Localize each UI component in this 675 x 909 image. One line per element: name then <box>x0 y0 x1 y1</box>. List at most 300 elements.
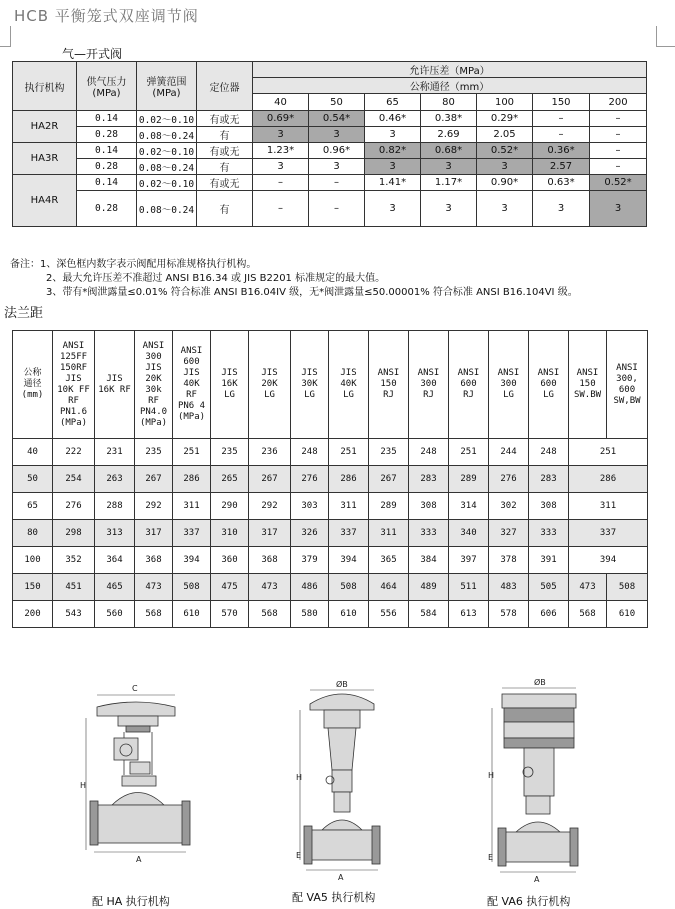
header-line: 600 <box>540 379 557 389</box>
pressure-row <box>13 111 647 127</box>
pressure-row <box>13 191 647 227</box>
flange-value-cell: 311 <box>569 493 648 520</box>
flange-header-cell <box>173 331 211 439</box>
header-line: LG <box>343 390 354 400</box>
hdr-supply: 供气压力 (MPa) <box>77 62 137 111</box>
spring-cell: 0.02～0.10 <box>137 175 197 191</box>
flange-value-cell: 288 <box>95 493 135 520</box>
header-line: 10K FF <box>57 384 90 395</box>
flange-value-cell: 394 <box>329 547 369 574</box>
flange-value-cell: 313 <box>95 520 135 547</box>
dp-value-cell: – <box>309 175 365 191</box>
header-line: 通径 <box>23 379 42 389</box>
spring-cell: 0.08～0.24 <box>137 159 197 175</box>
header-line: JIS <box>106 373 123 384</box>
flange-value-cell: 580 <box>291 601 329 628</box>
flange-value-cell: 311 <box>329 493 369 520</box>
note-2: 2、最大允许压差不准超过 ANSI B16.34 或 JIS B2201 标准规定的最大值。 <box>46 273 386 284</box>
section2-title: 法兰距 <box>4 306 44 321</box>
notes-label: 备注： <box>10 259 40 270</box>
pressure-cell: 0.14 <box>77 175 137 191</box>
dp-value-cell: 2.05 <box>477 127 533 143</box>
flange-value-cell: 310 <box>211 520 249 547</box>
flange-value-cell: 327 <box>489 520 529 547</box>
flange-value-cell: 556 <box>369 601 409 628</box>
flange-row <box>13 574 648 601</box>
flange-value-cell: 364 <box>95 547 135 574</box>
flange-value-cell: 610 <box>329 601 369 628</box>
flange-value-cell: 486 <box>291 574 329 601</box>
pressure-row <box>13 159 647 175</box>
flange-row <box>13 493 648 520</box>
pressure-cell: 0.14 <box>77 143 137 159</box>
hdr-positioner: 定位器 <box>197 62 253 111</box>
header-line: 16K <box>221 379 238 389</box>
flange-value-cell: 543 <box>53 601 95 628</box>
flange-value-cell: 251 <box>173 439 211 466</box>
header-line: 150 <box>380 379 397 389</box>
section1-subtitle: 气—开式阀 <box>62 47 123 61</box>
header-line: 300 <box>500 379 517 389</box>
pressure-cell: 0.28 <box>77 127 137 143</box>
flange-value-cell: 308 <box>409 493 449 520</box>
pressure-row <box>13 175 647 191</box>
valve-drawing-ha <box>76 680 206 890</box>
header-line: 16K RF <box>98 384 131 395</box>
header-line: JIS <box>340 368 357 378</box>
header-line: 20K 30k <box>145 373 162 395</box>
flange-table-body <box>13 439 648 628</box>
dim-h-label-va5: H <box>296 773 303 782</box>
flange-value-cell: 254 <box>53 466 95 493</box>
flange-value-cell: 231 <box>95 439 135 466</box>
flange-header-cell <box>53 331 95 439</box>
flange-value-cell: 337 <box>329 520 369 547</box>
flange-value-cell: 235 <box>211 439 249 466</box>
flange-value-cell: 251 <box>569 439 648 466</box>
header-line: RF <box>148 395 159 406</box>
header-line: ANSI <box>180 346 203 356</box>
flange-value-cell: 276 <box>489 466 529 493</box>
flange-value-cell: 511 <box>449 574 489 601</box>
dim-ob-label-va5: ØB <box>336 680 348 689</box>
pressure-cell: 0.28 <box>77 191 137 227</box>
flange-header-cell <box>607 331 648 439</box>
flange-value-cell: 394 <box>569 547 648 574</box>
dp-value-cell: 3 <box>365 191 421 227</box>
hdr-nominal-dia: 公称通径（mm） <box>253 78 647 94</box>
flange-value-cell: 465 <box>95 574 135 601</box>
dp-value-cell: – <box>253 175 309 191</box>
dp-value-cell: 3 <box>365 127 421 143</box>
flange-row <box>13 601 648 628</box>
dp-value-cell: – <box>590 127 647 143</box>
header-line: JIS <box>301 368 318 378</box>
header-line: 600 <box>618 384 636 395</box>
flange-value-cell: 368 <box>135 547 173 574</box>
flange-value-cell: 397 <box>449 547 489 574</box>
size-cell: 65 <box>13 493 53 520</box>
dp-value-cell: 0.96* <box>309 143 365 159</box>
flange-value-cell: 248 <box>529 439 569 466</box>
header-line: 300 <box>420 379 437 389</box>
pressure-row <box>13 127 647 143</box>
flange-row <box>13 439 648 466</box>
hdr-size: 80 <box>421 94 477 111</box>
pressure-table <box>12 61 647 227</box>
dp-value-cell: 1.23* <box>253 143 309 159</box>
flange-value-cell: 560 <box>95 601 135 628</box>
flange-value-cell: 283 <box>409 466 449 493</box>
spring-cell: 0.02～0.10 <box>137 111 197 127</box>
dp-value-cell: 2.57 <box>533 159 590 175</box>
flange-value-cell: 613 <box>449 601 489 628</box>
flange-header-cell <box>489 331 529 439</box>
flange-header-cell <box>13 331 53 439</box>
flange-value-cell: 235 <box>135 439 173 466</box>
hdr-size: 65 <box>365 94 421 111</box>
caption-va5: 配 VA5 执行机构 <box>292 891 376 904</box>
flange-value-cell: 251 <box>449 439 489 466</box>
hdr-size: 100 <box>477 94 533 111</box>
dim-ob-label-va6: ØB <box>534 678 546 687</box>
flange-value-cell: 292 <box>249 493 291 520</box>
dp-value-cell: 0.68* <box>421 143 477 159</box>
dp-value-cell: 3 <box>477 191 533 227</box>
flange-value-cell: 289 <box>449 466 489 493</box>
flange-value-cell: 251 <box>329 439 369 466</box>
header-line: ANSI <box>457 368 480 378</box>
header-line: PN4.0 <box>139 406 168 417</box>
dp-value-cell: 3 <box>309 127 365 143</box>
flange-value-cell: 379 <box>291 547 329 574</box>
flange-row <box>13 520 648 547</box>
dp-value-cell: – <box>533 127 590 143</box>
header-line: JIS <box>221 368 238 378</box>
corner-mark-left <box>10 26 11 46</box>
header-line: 600 <box>460 379 477 389</box>
flange-header-cell <box>369 331 409 439</box>
header-line: LG <box>304 390 315 400</box>
header-line: 20K <box>261 379 278 389</box>
flange-value-cell: 244 <box>489 439 529 466</box>
header-line: ANSI <box>377 368 400 378</box>
flange-value-cell: 333 <box>529 520 569 547</box>
size-cell: 40 <box>13 439 53 466</box>
dp-value-cell: 0.90* <box>477 175 533 191</box>
spring-cell: 0.08～0.24 <box>137 127 197 143</box>
dp-value-cell: 0.38* <box>421 111 477 127</box>
flange-value-cell: 378 <box>489 547 529 574</box>
positioner-cell: 有 <box>197 159 253 175</box>
flange-value-cell: 265 <box>211 466 249 493</box>
flange-value-cell: 286 <box>173 466 211 493</box>
flange-header-cell <box>249 331 291 439</box>
header-line: ANSI <box>417 368 440 378</box>
positioner-cell: 有或无 <box>197 143 253 159</box>
flange-value-cell: 578 <box>489 601 529 628</box>
notes <box>10 258 578 300</box>
flange-value-cell: 360 <box>211 547 249 574</box>
header-line: ANSI <box>576 368 599 378</box>
dp-value-cell: 1.17* <box>421 175 477 191</box>
header-line: JIS <box>183 368 200 378</box>
dp-value-cell: 0.69* <box>253 111 309 127</box>
dp-value-cell: – <box>590 143 647 159</box>
actuator-cell: HA2R <box>13 111 77 143</box>
header-line: (MPa) <box>177 412 206 422</box>
hdr-size: 200 <box>590 94 647 111</box>
flange-value-cell: 489 <box>409 574 449 601</box>
dim-e-label-va6: E <box>488 853 494 862</box>
dp-value-cell: 0.52* <box>590 175 647 191</box>
flange-value-cell: 303 <box>291 493 329 520</box>
note-3: 3、带有*阀泄露量≤0.01% 符合标准 ANSI B16.04IV 级，无*阀泄露量≤50.00001% 符合标准 ANSI B16.104VI 级。 <box>46 287 578 298</box>
flange-value-cell: 337 <box>173 520 211 547</box>
dp-value-cell: 3 <box>253 127 309 143</box>
flange-value-cell: 337 <box>569 520 648 547</box>
header-line: LG <box>264 390 275 400</box>
flange-value-cell: 368 <box>249 547 291 574</box>
flange-value-cell: 283 <box>529 466 569 493</box>
valve-drawing-va5 <box>296 680 386 890</box>
dp-value-cell: 3 <box>253 159 309 175</box>
flange-value-cell: 610 <box>607 601 648 628</box>
flange-value-cell: 302 <box>489 493 529 520</box>
dim-a-label: A <box>136 855 142 864</box>
header-line: LG <box>503 390 514 400</box>
flange-value-cell: 333 <box>409 520 449 547</box>
dp-value-cell: 0.29* <box>477 111 533 127</box>
flange-value-cell: 276 <box>291 466 329 493</box>
flange-value-cell: 311 <box>173 493 211 520</box>
flange-value-cell: 483 <box>489 574 529 601</box>
header-line: ANSI <box>62 340 85 351</box>
flange-value-cell: 235 <box>369 439 409 466</box>
flange-header-cell <box>211 331 249 439</box>
flange-header-cell <box>409 331 449 439</box>
header-line: RJ <box>383 390 394 400</box>
flange-value-cell: 317 <box>135 520 173 547</box>
flange-value-cell: 584 <box>409 601 449 628</box>
header-line: 300 JIS <box>145 351 162 373</box>
flange-value-cell: 340 <box>449 520 489 547</box>
header-line: JIS <box>261 368 278 378</box>
flange-value-cell: 286 <box>569 466 648 493</box>
dp-value-cell: 3 <box>421 191 477 227</box>
flange-value-cell: 394 <box>173 547 211 574</box>
flange-value-cell: 508 <box>607 574 648 601</box>
header-line: RF <box>186 390 197 400</box>
header-line: ANSI <box>497 368 520 378</box>
positioner-cell: 有 <box>197 127 253 143</box>
flange-value-cell: 606 <box>529 601 569 628</box>
caption-va6: 配 VA6 执行机构 <box>487 895 571 908</box>
header-line: PN6 4 <box>177 401 206 411</box>
flange-value-cell: 365 <box>369 547 409 574</box>
flange-value-cell: 384 <box>409 547 449 574</box>
dp-value-cell: 2.69 <box>421 127 477 143</box>
dp-value-cell: – <box>533 111 590 127</box>
header-line: 40K <box>183 379 200 389</box>
flange-header-cell <box>95 331 135 439</box>
flange-value-cell: 292 <box>135 493 173 520</box>
size-cell: 150 <box>13 574 53 601</box>
flange-value-cell: 473 <box>569 574 607 601</box>
hdr-size: 40 <box>253 94 309 111</box>
positioner-cell: 有或无 <box>197 111 253 127</box>
flange-row <box>13 547 648 574</box>
header-line: (MPa) <box>59 417 88 428</box>
flange-value-cell: 222 <box>53 439 95 466</box>
dim-h-label: H <box>80 781 87 790</box>
flange-value-cell: 290 <box>211 493 249 520</box>
header-line: RJ <box>463 390 474 400</box>
header-line: RJ <box>423 390 434 400</box>
flange-row <box>13 466 648 493</box>
flange-value-cell: 311 <box>369 520 409 547</box>
flange-value-cell: 308 <box>529 493 569 520</box>
flange-value-cell: 475 <box>211 574 249 601</box>
flange-header-cell <box>329 331 369 439</box>
positioner-cell: 有 <box>197 191 253 227</box>
flange-value-cell: 286 <box>329 466 369 493</box>
header-line: 300, <box>616 373 638 384</box>
header-line: ANSI <box>616 362 638 373</box>
dp-value-cell: 0.63* <box>533 175 590 191</box>
dp-value-cell: 3 <box>309 159 365 175</box>
size-cell: 100 <box>13 547 53 574</box>
dp-value-cell: 3 <box>421 159 477 175</box>
dim-c-label: C <box>132 684 138 693</box>
header-line: 40K <box>340 379 357 389</box>
flange-value-cell: 289 <box>369 493 409 520</box>
flange-header-cell <box>529 331 569 439</box>
header-line: JIS <box>65 373 82 384</box>
dp-value-cell: – <box>590 159 647 175</box>
flange-header-row <box>13 331 648 439</box>
note-1: 1、深色框内数字表示阀配用标准规格执行机构。 <box>40 259 257 270</box>
hdr-size: 150 <box>533 94 590 111</box>
flange-value-cell: 248 <box>291 439 329 466</box>
dim-a-label-va5: A <box>338 873 344 882</box>
flange-value-cell: 505 <box>529 574 569 601</box>
flange-value-cell: 314 <box>449 493 489 520</box>
dp-value-cell: – <box>309 191 365 227</box>
flange-value-cell: 298 <box>53 520 95 547</box>
flange-value-cell: 473 <box>249 574 291 601</box>
dp-value-cell: 3 <box>365 159 421 175</box>
flange-value-cell: 263 <box>95 466 135 493</box>
header-line: 125FF <box>59 351 88 362</box>
flange-value-cell: 568 <box>135 601 173 628</box>
header-line: PN1.6 <box>59 406 88 417</box>
size-cell: 80 <box>13 520 53 547</box>
header-line: LG <box>543 390 554 400</box>
hdr-allow-dp: 允许压差（MPa） <box>253 62 647 78</box>
header-line: RF <box>68 395 79 406</box>
dim-a-label-va6: A <box>534 875 540 884</box>
corner-mark-left-h <box>0 46 11 47</box>
header-line: (MPa) <box>139 417 168 428</box>
corner-mark-right-h <box>656 46 675 47</box>
flange-value-cell: 391 <box>529 547 569 574</box>
hdr-actuator: 执行机构 <box>13 62 77 111</box>
flange-value-cell: 248 <box>409 439 449 466</box>
flange-value-cell: 464 <box>369 574 409 601</box>
flange-header-cell <box>449 331 489 439</box>
dp-value-cell: 3 <box>590 191 647 227</box>
actuator-cell: HA4R <box>13 175 77 227</box>
spring-cell: 0.08～0.24 <box>137 191 197 227</box>
header-line: SW,BW <box>613 395 641 406</box>
dp-value-cell: 0.82* <box>365 143 421 159</box>
size-cell: 50 <box>13 466 53 493</box>
dp-value-cell: 0.46* <box>365 111 421 127</box>
flange-value-cell: 276 <box>53 493 95 520</box>
valve-drawing-va6 <box>488 678 588 892</box>
hdr-size: 50 <box>309 94 365 111</box>
flange-value-cell: 267 <box>135 466 173 493</box>
dp-value-cell: 3 <box>477 159 533 175</box>
header-line: 150 <box>579 379 596 389</box>
dp-value-cell: – <box>253 191 309 227</box>
pressure-row <box>13 143 647 159</box>
header-line: (mm) <box>21 390 44 400</box>
dp-value-cell: 0.36* <box>533 143 590 159</box>
flange-value-cell: 326 <box>291 520 329 547</box>
flange-value-cell: 568 <box>569 601 607 628</box>
flange-value-cell: 451 <box>53 574 95 601</box>
header-line: 600 <box>183 357 200 367</box>
dp-value-cell: – <box>590 111 647 127</box>
header-line: 30K <box>301 379 318 389</box>
corner-mark-right <box>656 26 657 46</box>
header-line: 150RF <box>59 362 88 373</box>
header-line: 公称 <box>23 368 42 378</box>
header-line: LG <box>224 390 235 400</box>
flange-table <box>12 330 648 628</box>
hdr-spring: 弹簧范围 (MPa) <box>137 62 197 111</box>
header-line: ANSI <box>142 340 165 351</box>
flange-header-cell <box>291 331 329 439</box>
flange-header-cell <box>135 331 173 439</box>
positioner-cell: 有或无 <box>197 175 253 191</box>
flange-value-cell: 508 <box>329 574 369 601</box>
header-line: SW.BW <box>573 390 602 400</box>
flange-header-cell <box>569 331 607 439</box>
pressure-cell: 0.14 <box>77 111 137 127</box>
size-cell: 200 <box>13 601 53 628</box>
flange-value-cell: 473 <box>135 574 173 601</box>
flange-value-cell: 610 <box>173 601 211 628</box>
flange-value-cell: 570 <box>211 601 249 628</box>
flange-value-cell: 352 <box>53 547 95 574</box>
pressure-table-body <box>13 111 647 227</box>
dim-h-label-va6: H <box>488 771 495 780</box>
flange-value-cell: 267 <box>249 466 291 493</box>
dp-value-cell: 3 <box>533 191 590 227</box>
dp-value-cell: 0.52* <box>477 143 533 159</box>
dp-value-cell: 0.54* <box>309 111 365 127</box>
flange-value-cell: 267 <box>369 466 409 493</box>
flange-value-cell: 568 <box>249 601 291 628</box>
dim-e-label-va5: E <box>296 851 302 860</box>
spring-cell: 0.02～0.10 <box>137 143 197 159</box>
actuator-cell: HA3R <box>13 143 77 175</box>
dp-value-cell: 1.41* <box>365 175 421 191</box>
page-title: HCB 平衡笼式双座调节阀 <box>14 7 199 25</box>
